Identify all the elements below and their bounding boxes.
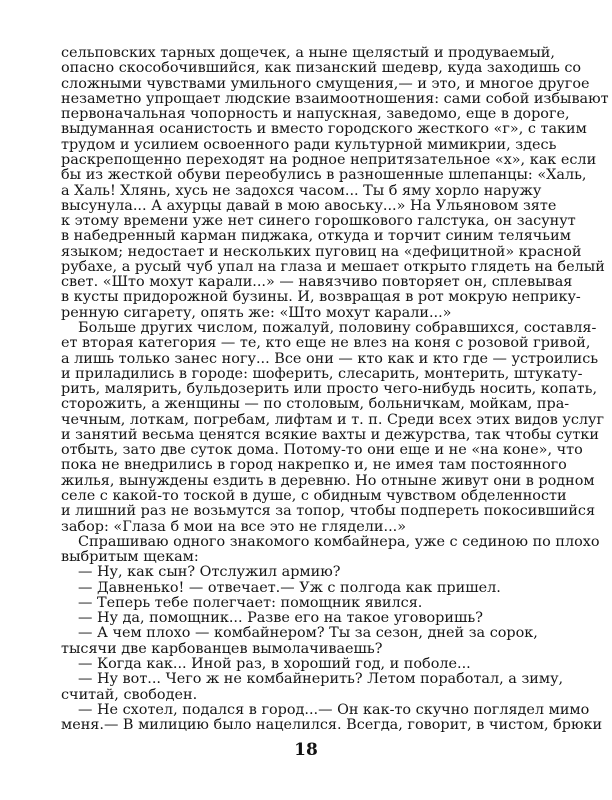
text-line: к этому времени уже нет синего горошкового галстука, он засунут bbox=[61, 213, 576, 229]
text-line: — Ну вот... Чего ж не комбайнерить? Летом поработал, а зиму, bbox=[78, 671, 564, 688]
text-line: раскрепощенно переходят на родное непритязательное «х», как если bbox=[61, 151, 597, 168]
text-line: — Ну, как сын? Отслужил армию? bbox=[78, 564, 341, 581]
text-line: ет вторая категория — те, кто еще не влез на коня с розовой гривой, bbox=[61, 335, 591, 352]
text-line: языком; недостает и нескольких пуговиц на «дефицитной» красной bbox=[61, 243, 582, 260]
text-line: считай, свободен. bbox=[61, 686, 198, 703]
text-line: и занятий весьма ценятся всякие вахты и дежурства, так чтобы сутки bbox=[61, 426, 599, 443]
text-line: в кусты придорожной бузины. И, возвращая в рот мокрую неприку- bbox=[61, 289, 581, 306]
text-line: в набедренный карман пиджака, откуда и торчит синим телячьим bbox=[61, 228, 571, 245]
text-line: рить, малярить, бульдозерить или просто чего-нибудь носить, копать, bbox=[61, 381, 598, 397]
page-number: 18 bbox=[294, 740, 318, 760]
text-line: забор: «Глаза б мои на все это не глядели...» bbox=[61, 518, 407, 535]
text-line: рубахе, а русый чуб упал на глаза и мешает открыто глядеть на белый bbox=[61, 258, 605, 275]
text-line: бы из жесткой обуви переобулись в разношенные шлепанцы: «Халь, bbox=[61, 167, 587, 184]
text-line: Спрашиваю одного знакомого комбайнера, уже с сединою по плохо bbox=[78, 533, 600, 550]
text-line: трудом и усилием освоенного ради культурной мимикрии, здесь bbox=[61, 136, 557, 153]
text-line: выдуманная осанистость и вместо городского жесткого «г», с таким bbox=[61, 121, 587, 138]
text-line: меня.— В милицию было нацелился. Всегда, говорит, в чистом, брюки bbox=[61, 717, 603, 733]
text-line: пока не внедрились в город накрепко и, не имея там постоянного bbox=[61, 457, 567, 474]
text-line: сторожить, а женщины — по столовым, больничкам, мойкам, пра- bbox=[61, 396, 570, 413]
text-line: — Когда как... Иной раз, в хороший год, и поболе... bbox=[78, 655, 471, 672]
text-line: высунула... А ахурцы давай в мою авоську...» На Ульяновом зяте bbox=[61, 197, 557, 214]
text-line: а лишь только занес ногу... Все они — кто как и кто где — устроились bbox=[61, 350, 599, 367]
text-line: чечным, лоткам, погребам, лифтам и т. п. Среди всех этих видов услуг bbox=[61, 411, 605, 428]
text-line: отбыть, зато две суток дома. Потому-то они еще и не «на коне», что bbox=[61, 442, 583, 459]
text-line: Больше других числом, пожалуй, половину собравшихся, составля- bbox=[78, 319, 597, 336]
text-line: незаметно упрощает людские взаимоотношения: сами собой избывают bbox=[61, 90, 609, 107]
text-line: а Халь! Хлянь, хусь не задохся часом... Ты б яму хорло наружу bbox=[61, 182, 542, 199]
text-line: сельповских тарных дощечек, а ныне щелястый и продуваемый, bbox=[61, 45, 555, 61]
text-line: сложными чувствами умильного смущения,— и это, и многое другое bbox=[61, 75, 590, 92]
text-line: свет. «Што мохут карали...» — навязчиво повторяет он, сплевывая bbox=[61, 274, 573, 291]
text-line: — Давненько! — отвечает.— Уж с полгода как пришел. bbox=[78, 579, 501, 596]
text-line: первоначальная чопорность и напускная, заведомо, еще в дороге, bbox=[61, 106, 570, 123]
text-line: селе с какой-то тоской в душе, с обидным чувством обделенности bbox=[61, 487, 567, 504]
text-line: — А чем плохо — комбайнером? Ты за сезон, дней за сорок, bbox=[78, 625, 538, 642]
text-line: выбритым щекам: bbox=[61, 549, 199, 565]
text-line: — Теперь тебе полегчает: помощник явился. bbox=[78, 594, 423, 611]
text-line: и приладились в городе: шоферить, слесарить, монтерить, штукату- bbox=[61, 365, 583, 382]
text-line: ренную сигарету, опять же: «Што мохут карали...» bbox=[61, 304, 452, 321]
text-line: — Не схотел, подался в город...— Он как-то скучно поглядел мимо bbox=[78, 701, 590, 718]
text-line: тысячи две карбованцев вымолачиваешь? bbox=[61, 640, 383, 657]
text-line: — Ну да, помощник... Разве его на такое уговоришь? bbox=[78, 610, 483, 627]
text-line: жилья, вынуждены ездить в деревню. Но отныне живут они в родном bbox=[61, 472, 595, 489]
text-line: и лишний раз не возьмутся за топор, чтобы подпереть покосившийся bbox=[61, 503, 596, 520]
text-line: опасно скособочившийся, как пизанский шедевр, куда заходишь со bbox=[61, 60, 582, 77]
